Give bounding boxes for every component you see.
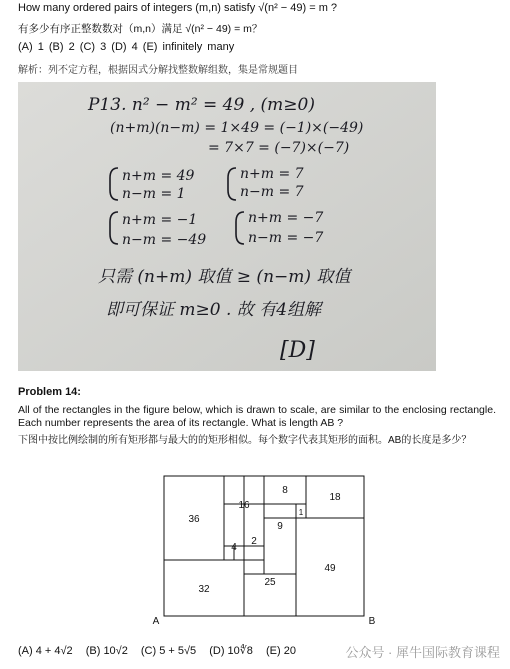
area-2: 2 xyxy=(251,536,257,547)
problem14-title: Problem 14: xyxy=(18,386,81,398)
area-8: 8 xyxy=(282,485,288,496)
area-9: 9 xyxy=(277,521,283,532)
similar-rectangles-figure xyxy=(140,474,380,626)
option-d: (D) 10∜8 xyxy=(209,645,253,657)
area-49: 49 xyxy=(324,563,336,574)
option-b: (B) 10√2 xyxy=(85,645,128,657)
point-b: B xyxy=(368,616,376,626)
hw-conclusion1: 只需 (n+m) 取值 ≥ (n−m) 取值 xyxy=(98,267,351,287)
area-4: 4 xyxy=(231,542,237,553)
handwriting-canvas xyxy=(18,82,436,371)
problem13-question-zh: 有多少有序正整数数对（m,n）满足 √(n² − 49) = m？ xyxy=(18,23,263,35)
hw-sys3b: n−m = −49 xyxy=(122,232,207,248)
hw-sys1b: n−m = 1 xyxy=(122,186,186,202)
point-a: A xyxy=(152,616,160,626)
hw-sys4b: n−m = −7 xyxy=(248,230,324,246)
hw-sys2a: n+m = 7 xyxy=(240,166,304,182)
area-32: 32 xyxy=(198,584,210,595)
problem13-analysis: 解析：列不定方程，根据因式分解找整数解组数，集是常规题目 xyxy=(18,65,298,76)
area-18: 18 xyxy=(329,492,341,503)
problem14-options xyxy=(18,644,306,657)
problem13-question-en: How many ordered pairs of integers (m,n) satisfy √(n² − 49) = m ? xyxy=(18,2,338,14)
hw-sys4a: n+m = −7 xyxy=(248,210,324,226)
area-36: 36 xyxy=(188,514,200,525)
hw-answer: [D] xyxy=(280,338,315,363)
area-1: 1 xyxy=(298,508,304,517)
option-c: (C) 5 + 5√5 xyxy=(140,645,197,657)
hw-line2: (n+m)(n−m) = 1×49 = (−1)×(−49) xyxy=(110,120,364,136)
hw-line3: = 7×7 = (−7)×(−7) xyxy=(208,140,350,156)
hw-line1: P13. n² − m² = 49 , (m≥0) xyxy=(88,95,315,115)
hw-conclusion2: 即可保证 m≥0 . 故 有4组解 xyxy=(106,300,322,320)
area-16: 16 xyxy=(238,500,250,511)
handwritten-solution-photo xyxy=(18,82,436,371)
hw-sys2b: n−m = 7 xyxy=(240,184,304,200)
watermark: 公众号 · 犀牛国际教育课程 xyxy=(341,640,504,663)
problem14-text-zh: 下图中按比例绘制的所有矩形都与最大的的矩形相似。每个数字代表其矩形的面积。AB的长度是多少？ xyxy=(18,435,472,446)
hw-sys3a: n+m = −1 xyxy=(122,212,198,228)
problem13-options: (A) 1 (B) 2 (C) 3 (D) 4 (E) infinitely many xyxy=(18,41,235,53)
area-25: 25 xyxy=(264,577,276,588)
problem14-text-en: All of the rectangles in the figure below, which is drawn to scale, are similar to the enclosing rectangle. Each number represents the area of its rectangle. What is length AB ? xyxy=(18,404,496,429)
hw-sys1a: n+m = 49 xyxy=(122,168,195,184)
option-e: (E) 20 xyxy=(265,645,296,657)
option-a: (A) 4 + 4√2 xyxy=(18,645,73,657)
